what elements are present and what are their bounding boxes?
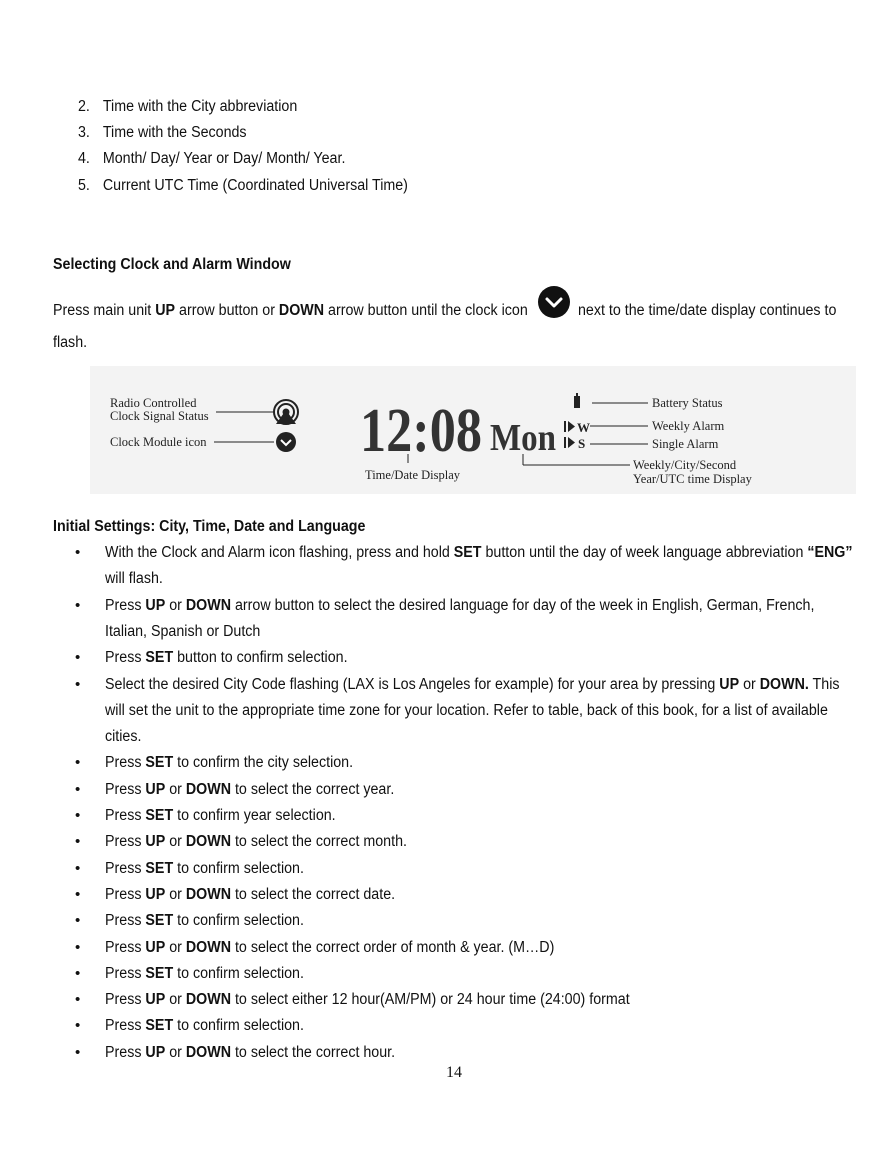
text-run: cities.: [105, 728, 142, 746]
bold-term: DOWN: [185, 1043, 232, 1061]
lcd-diagram: [90, 366, 856, 494]
text-run: or: [165, 991, 186, 1009]
list-item: [0, 961, 892, 987]
weekly-alarm-icon: [564, 421, 575, 432]
bold-term: UP: [145, 596, 166, 614]
list-item: [0, 645, 892, 671]
bold-term: “ENG”: [807, 544, 853, 561]
clock-hands-icon: [538, 286, 570, 318]
list-item: [0, 882, 892, 908]
list-item: [0, 908, 892, 934]
list-item: [0, 593, 892, 646]
text-run: arrow button to select the desired language for day of the week in English, German, French,: [231, 596, 815, 614]
text-run: or: [165, 1043, 186, 1061]
paragraph-line: Press main unit UP arrow button or DOWN arrow button until the clock icon: [53, 302, 528, 319]
bullet-line: [105, 908, 304, 934]
bold-term: SET: [145, 964, 174, 982]
bold-term: SET: [145, 859, 174, 877]
bullet-line: [105, 777, 394, 803]
paragraph-line: flash.: [53, 334, 88, 351]
bold-term: UP: [145, 991, 166, 1009]
bullet-line: [105, 803, 336, 829]
text-run: Press: [105, 1043, 146, 1061]
text-run: Press: [105, 1017, 146, 1035]
list-item: [0, 987, 892, 1013]
text-run: Press: [105, 780, 146, 798]
bullet-line: [105, 540, 853, 566]
text-run: to confirm year selection.: [173, 807, 336, 824]
single-alarm-icon: [564, 437, 575, 448]
bullet-dot: •: [75, 859, 81, 877]
text-run: to select the correct date.: [231, 885, 396, 903]
list-item: [0, 803, 892, 829]
radio-signal-icon: [274, 400, 298, 424]
text-run: or: [165, 885, 186, 903]
text-run: Press: [105, 912, 146, 930]
text-run: to confirm selection.: [173, 1017, 304, 1035]
bullet-dot: •: [75, 912, 81, 930]
bullet-line: [105, 750, 353, 776]
battery-icon: [574, 393, 580, 408]
bullet-line: [105, 961, 304, 987]
list-item: [0, 750, 892, 776]
bullet-dot: •: [75, 780, 81, 798]
text-run: Press: [105, 991, 146, 1009]
bullet-dot: •: [75, 807, 81, 824]
bullet-line: [105, 619, 260, 645]
list-item: [0, 777, 892, 803]
clock-module-icon: [276, 432, 296, 452]
bullet-line: [105, 724, 141, 750]
text-run: Press: [105, 859, 146, 877]
bullet-line: [105, 698, 828, 724]
bullet-line: [105, 593, 814, 619]
text-run: to select the correct year.: [231, 780, 395, 798]
bold-term: SET: [145, 649, 174, 667]
bullet-line: [105, 987, 630, 1013]
list-item: [0, 1013, 892, 1039]
bold-term: SET: [145, 912, 174, 930]
bold-term: SET: [145, 754, 174, 772]
bold-term: UP: [145, 938, 166, 956]
section-heading: Initial Settings: City, Time, Date and Language: [53, 518, 366, 535]
bullet-dot: •: [75, 833, 81, 851]
clock-icon: [538, 286, 570, 318]
bold-term: UP: [145, 833, 166, 851]
bold-term: DOWN: [185, 991, 232, 1009]
bold-term: UP: [145, 885, 166, 903]
radio-label-2: Clock Signal Status: [110, 409, 209, 423]
bold-term: DOWN.: [759, 675, 809, 693]
list-item: [0, 672, 892, 751]
paragraph-line: next to the time/date display continues to: [578, 302, 837, 319]
module-label: Clock Module icon: [110, 435, 207, 449]
bullet-dot: •: [75, 1017, 81, 1035]
bold-term: UP: [145, 1043, 166, 1061]
text-run: button to confirm selection.: [173, 649, 348, 667]
display-label-2: Year/UTC time Display: [633, 472, 752, 486]
text-run: Press: [105, 596, 146, 614]
text-run: or: [165, 938, 186, 956]
bullet-dot: •: [75, 596, 81, 614]
page-number: 14: [446, 1064, 462, 1081]
bullet-dot: •: [75, 885, 81, 903]
bold-term: UP: [719, 675, 740, 693]
bold-term: SET: [145, 1017, 174, 1035]
bullet-dot: •: [75, 675, 81, 693]
text-run: or: [165, 780, 186, 798]
text-run: to select either 12 hour(AM/PM) or 24 hour time (24:00) format: [231, 991, 630, 1009]
text-run: or: [739, 675, 760, 693]
text-run: to select the correct order of month & year. (M…D): [231, 938, 555, 956]
bold-term: DOWN: [185, 938, 232, 956]
list-item: 3. Time with the Seconds: [78, 124, 247, 141]
radio-label-1: Radio Controlled: [110, 396, 197, 410]
time-digits: 12:08: [360, 397, 482, 465]
day-text: Mon: [490, 417, 556, 459]
bullet-line: [105, 856, 304, 882]
list-item: 2. Time with the City abbreviation: [78, 98, 298, 115]
text-run: This: [808, 675, 840, 693]
text-run: or: [165, 596, 186, 614]
text-run: to confirm selection.: [173, 964, 304, 982]
list-item: [0, 829, 892, 855]
text-run: Press: [105, 833, 146, 851]
text-run: to select the correct hour.: [231, 1043, 396, 1061]
text-run: Press: [105, 807, 146, 824]
text-run: to confirm selection.: [173, 912, 304, 930]
bold-term: DOWN: [185, 833, 232, 851]
text-run: Press: [105, 885, 146, 903]
text-run: to select the correct month.: [231, 833, 407, 851]
text-run: Press: [105, 938, 146, 956]
bullet-dot: •: [75, 1043, 81, 1061]
weekly-alarm-label: Weekly Alarm: [652, 419, 725, 433]
bold-term: SET: [145, 807, 174, 824]
bullet-line: [105, 882, 395, 908]
text-run: With the Clock and Alarm icon flashing, press and hold: [105, 544, 454, 561]
text-run: will set the unit to the appropriate time zone for your location. Refer to table, back of this book, for a list of available: [105, 701, 828, 719]
battery-label: Battery Status: [652, 396, 723, 410]
bullet-dot: •: [75, 544, 81, 561]
single-alarm-label: Single Alarm: [652, 437, 719, 451]
bold-term: DOWN: [185, 885, 232, 903]
text-run: Italian, Spanish or Dutch: [105, 622, 261, 640]
list-item: [0, 935, 892, 961]
list-item: 5. Current UTC Time (Coordinated Universal Time): [78, 177, 408, 194]
text-run: Press: [105, 754, 146, 772]
text-run: to confirm selection.: [173, 859, 304, 877]
bold-term: SET: [453, 544, 482, 561]
bullet-dot: •: [75, 938, 81, 956]
list-item: [0, 856, 892, 882]
display-label-1: Weekly/City/Second: [633, 458, 737, 472]
text-run: Press: [105, 649, 146, 667]
text-run: will flash.: [105, 570, 163, 588]
bold-term: UP: [145, 780, 166, 798]
text-run: Press: [105, 964, 146, 982]
list-item: 4. Month/ Day/ Year or Day/ Month/ Year.: [78, 150, 346, 167]
bullet-line: [105, 566, 163, 592]
bullet-dot: •: [75, 964, 81, 982]
s-label: S: [578, 436, 586, 451]
text-run: or: [165, 833, 186, 851]
bullet-line: [105, 829, 407, 855]
bullet-line: [105, 935, 554, 961]
bold-term: DOWN: [185, 596, 232, 614]
text-run: Select the desired City Code flashing (LAX is Los Angeles for example) for your area by pressing: [105, 675, 720, 693]
bullet-line: [105, 1040, 395, 1066]
bullet-dot: •: [75, 754, 81, 772]
list-item: [0, 540, 892, 593]
bullet-line: [105, 1013, 304, 1039]
text-run: to confirm the city selection.: [173, 754, 354, 772]
bullet-dot: •: [75, 991, 81, 1009]
bullet-dot: •: [75, 649, 81, 667]
timedate-label: Time/Date Display: [365, 468, 461, 482]
lcd-diagram-svg: [90, 366, 856, 494]
bullet-line: [105, 645, 348, 671]
text-run: button until the day of week language abbreviation: [481, 544, 808, 561]
bullet-line: [105, 672, 840, 698]
w-label: W: [577, 420, 590, 435]
section-heading: Selecting Clock and Alarm Window: [53, 256, 291, 273]
bold-term: DOWN: [185, 780, 232, 798]
